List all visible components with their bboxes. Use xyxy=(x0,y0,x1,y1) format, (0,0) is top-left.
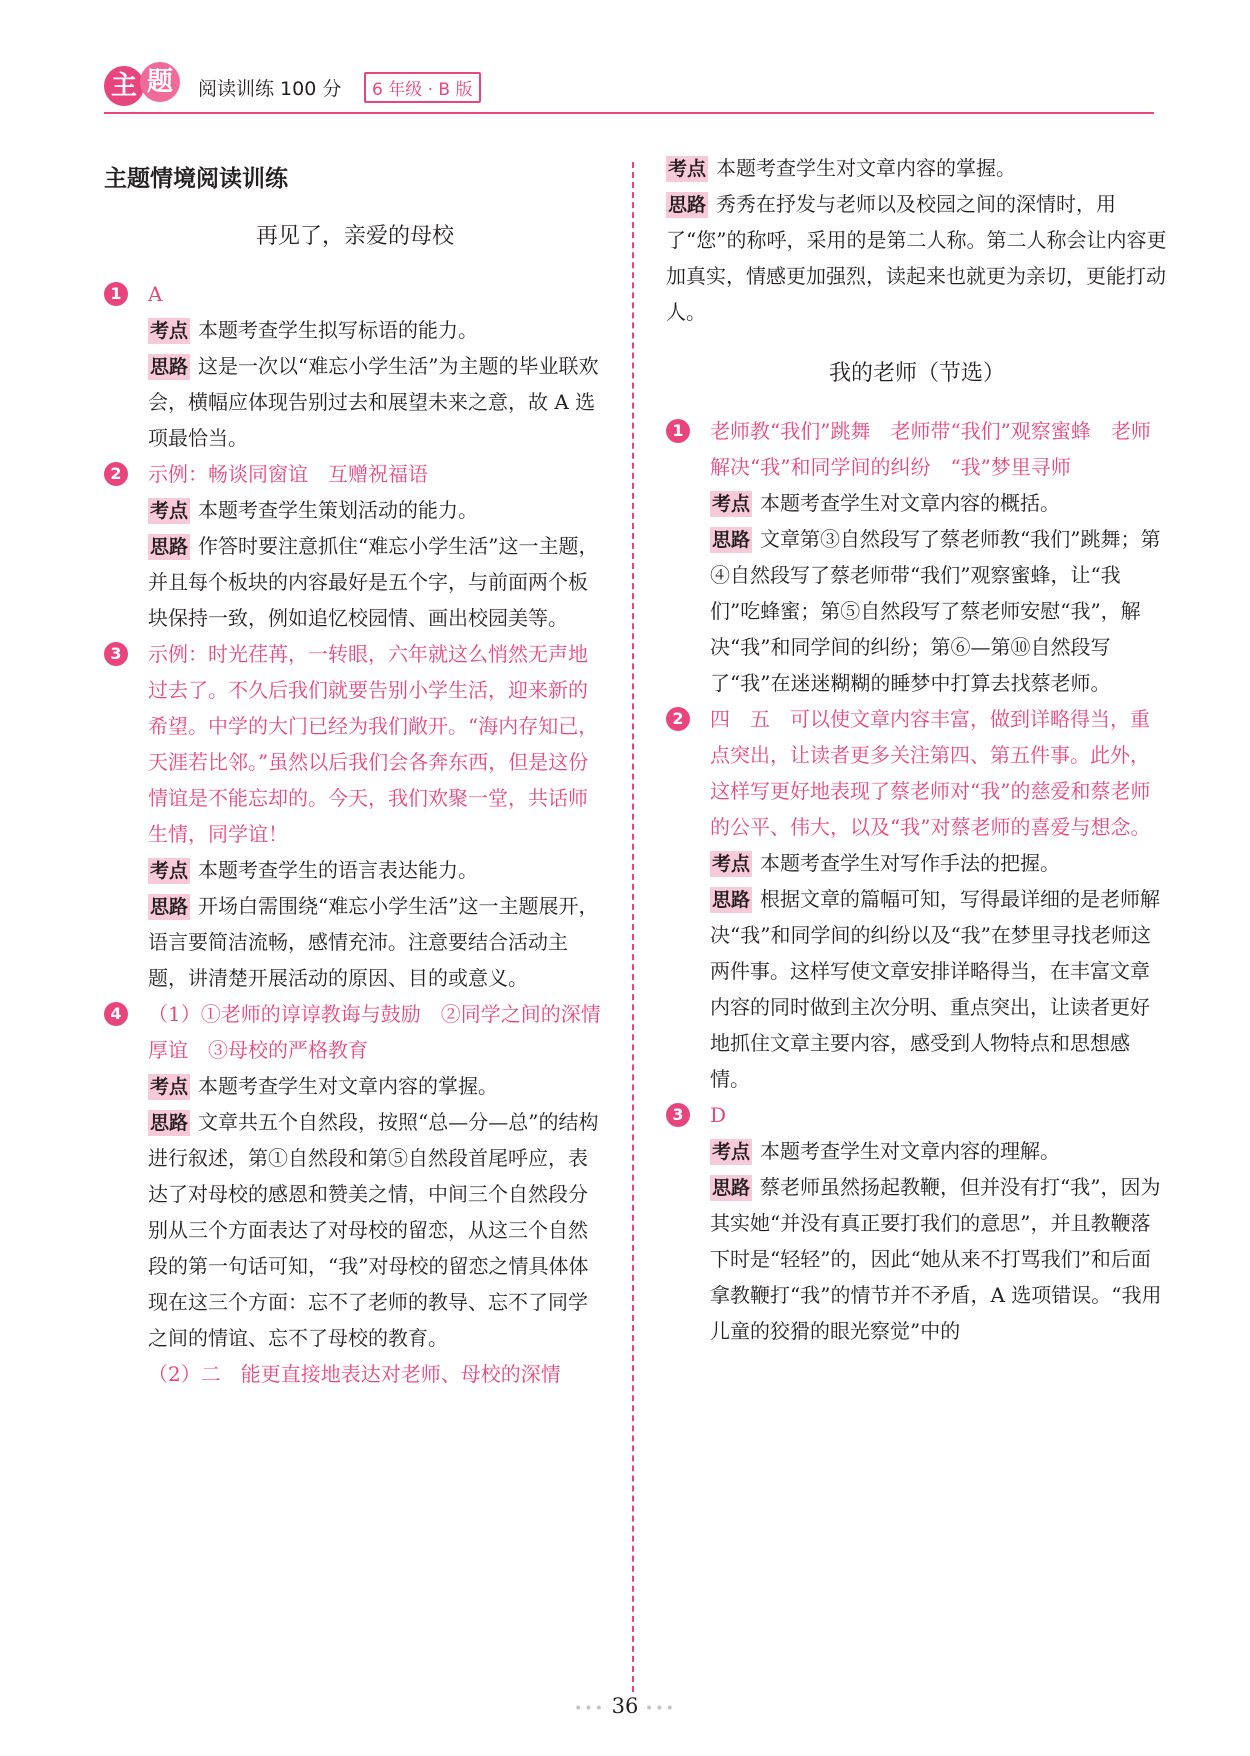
answer-text: 老师教“我们”跳舞 老师带“我们”观察蜜蜂 老师解决“我”和同学间的纠纷 “我”梦里寻师 xyxy=(710,419,1151,479)
answer-text-part1: （1）①老师的谆谆教诲与鼓励 ②同学之间的深情厚谊 ③母校的严格教育 xyxy=(148,1002,601,1062)
kaodian-label: 考点 xyxy=(712,1141,751,1163)
silu-line xyxy=(666,186,1168,330)
kaodian-text: 本题考查学生对文章内容的概括。 xyxy=(760,491,1061,515)
silu-text: 根据文章的篇幅可知，写得最详细的是老师解决“我”和同学间的纠纷以及“我”在梦里寻找老师这两件事。这样写使文章安排详略得当，在丰富文章内容的同时做到主次分明、重点突出，让读者更好地抓住文章主要内容，感受到人物特点和思想感情。 xyxy=(710,887,1161,1091)
answer-block-r2 xyxy=(666,701,1168,1097)
page-number: 36 xyxy=(611,1694,639,1718)
silu-text: 开场白需围绕“难忘小学生活”这一主题展开，语言要简洁流畅，感情充沛。注意要结合活动主题，讲清楚开展活动的原因、目的或意义。 xyxy=(148,894,599,990)
silu-text: 秀秀在抒发与老师以及校园之间的深情时，用了“您”的称呼，采用的是第二人称。第二人称会让内容更加真实，情感更加强烈，读起来也就更为亲切，更能打动人。 xyxy=(666,192,1167,324)
grade-badge: 6 年级 · B 版 xyxy=(364,72,481,103)
kaodian-text: 本题考查学生的语言表达能力。 xyxy=(198,858,479,882)
silu-label: 思路 xyxy=(712,889,751,911)
silu-text: 文章第③自然段写了蔡老师教“我们”跳舞；第④自然段写了蔡老师带“我们”观察蜜蜂，让“我们”吃蜂蜜；第⑤自然段写了蔡老师安慰“我”，解决“我”和同学间的纠纷；第⑥—第⑩自然段写了“我”在迷迷糊糊的睡梦中打算去找蔡老师。 xyxy=(710,527,1161,695)
continued-block xyxy=(666,150,1168,330)
silu-label: 思路 xyxy=(712,1177,751,1199)
silu-label: 思路 xyxy=(150,1112,189,1134)
answer-text: D xyxy=(710,1103,727,1127)
right-column xyxy=(666,150,1168,1349)
kaodian-line xyxy=(148,312,606,348)
kaodian-line xyxy=(148,852,606,888)
kaodian-line xyxy=(710,485,1168,521)
logo-char-1: 主 xyxy=(104,66,144,106)
answer-block-3 xyxy=(104,636,606,996)
page-footer xyxy=(0,1694,1250,1718)
answer-block-r1 xyxy=(666,413,1168,701)
question-number: 1 xyxy=(104,282,128,306)
column-divider xyxy=(632,162,634,1692)
silu-text: 这是一次以“难忘小学生活”为主题的毕业联欢会，横幅应体现告别过去和展望未来之意，故 A 选项最恰当。 xyxy=(148,354,599,450)
kaodian-text: 本题考查学生对文章内容的理解。 xyxy=(760,1139,1061,1163)
silu-label: 思路 xyxy=(150,896,189,918)
kaodian-line xyxy=(710,1133,1168,1169)
section-heading: 主题情境阅读训练 xyxy=(104,166,288,192)
silu-label: 思路 xyxy=(150,356,189,378)
kaodian-text: 本题考查学生拟写标语的能力。 xyxy=(198,318,479,342)
silu-line xyxy=(710,521,1168,701)
kaodian-text: 本题考查学生策划活动的能力。 xyxy=(198,498,479,522)
kaodian-line xyxy=(148,1068,606,1104)
answer-text: 四 五 可以使文章内容丰富，做到详略得当，重点突出，让读者更多关注第四、第五件事。此外，这样写更好地表现了蔡老师对“我”的慈爱和蔡老师的公平、伟大，以及“我”对蔡老师的喜爱与想念。 xyxy=(710,707,1151,839)
question-number: 3 xyxy=(666,1103,690,1127)
kaodian-line xyxy=(710,845,1168,881)
question-number: 2 xyxy=(104,462,128,486)
kaodian-label: 考点 xyxy=(150,320,189,342)
silu-text: 作答时要注意抓住“难忘小学生活”这一主题，并且每个板块的内容最好是五个字，与前面两个板块保持一致，例如追忆校园情、画出校园美等。 xyxy=(148,534,599,630)
kaodian-label: 考点 xyxy=(150,860,189,882)
answer-block-r3 xyxy=(666,1097,1168,1349)
book-title: 阅读训练 100 分 xyxy=(198,78,342,100)
kaodian-text: 本题考查学生对文章内容的掌握。 xyxy=(198,1074,499,1098)
answer-block-4 xyxy=(104,996,606,1392)
silu-label: 思路 xyxy=(150,536,189,558)
kaodian-label: 考点 xyxy=(712,493,751,515)
page-header xyxy=(104,62,1154,112)
kaodian-label: 考点 xyxy=(712,853,751,875)
silu-label: 思路 xyxy=(668,194,707,216)
silu-line xyxy=(148,1104,606,1356)
left-column xyxy=(104,150,606,1392)
kaodian-label: 考点 xyxy=(668,158,707,180)
silu-text: 文章共五个自然段，按照“总—分—总”的结构进行叙述，第①自然段和第⑤自然段首尾呼应，表达了对母校的感恩和赞美之情，中间三个自然段分别从三个方面表达了对母校的留恋，从这三个自然段的第一句话可知，“我”对母校的留恋之情具体体现在这三个方面：忘不了老师的教导、忘不了同学之间的情谊、忘不了母校的教育。 xyxy=(148,1110,599,1350)
question-number: 1 xyxy=(666,419,690,443)
silu-line xyxy=(148,528,606,636)
answer-text-part2: （2）二 能更直接地表达对老师、母校的深情 xyxy=(148,1362,561,1386)
article-title-1: 再见了，亲爱的母校 xyxy=(255,224,454,249)
series-logo xyxy=(104,62,188,106)
article-title-2: 我的老师（节选） xyxy=(828,361,1005,386)
kaodian-line xyxy=(148,492,606,528)
answer-block-2 xyxy=(104,456,606,636)
question-number: 4 xyxy=(104,1002,128,1026)
kaodian-line xyxy=(666,150,1168,186)
answer-text: 示例：时光荏苒，一转眼，六年就这么悄然无声地过去了。不久后我们就要告别小学生活，迎来新的希望。中学的大门已经为我们敞开。“海内存知己，天涯若比邻。”虽然以后我们会各奔东西，但是这份情谊是不能忘却的。今天，我们欢聚一堂，共话师生情，同学谊！ xyxy=(148,642,599,846)
footer-dots-right: ••• xyxy=(645,1701,676,1717)
silu-line xyxy=(148,888,606,996)
answer-text: A xyxy=(148,282,163,306)
logo-char-2: 题 xyxy=(140,62,180,102)
header-rule xyxy=(104,112,1154,114)
silu-line xyxy=(710,881,1168,1097)
silu-label: 思路 xyxy=(712,529,751,551)
silu-text: 蔡老师虽然扬起教鞭，但并没有打“我”，因为其实她“并没有真正要打我们的意思”，并且教鞭落下时是“轻轻”的，因此“她从来不打骂我们”和后面拿教鞭打“我”的情节并不矛盾，A 选项错误。“我用儿童的狡猾的眼光察觉”中的 xyxy=(710,1175,1162,1343)
answer-block-1 xyxy=(104,276,606,456)
kaodian-label: 考点 xyxy=(150,500,189,522)
footer-dots-left: ••• xyxy=(574,1701,605,1717)
question-number: 3 xyxy=(104,642,128,666)
kaodian-label: 考点 xyxy=(150,1076,189,1098)
silu-line xyxy=(148,348,606,456)
kaodian-text: 本题考查学生对写作手法的把握。 xyxy=(760,851,1061,875)
silu-line xyxy=(710,1169,1168,1349)
kaodian-text: 本题考查学生对文章内容的掌握。 xyxy=(716,156,1017,180)
answer-text: 示例：畅谈同窗谊 互赠祝福语 xyxy=(148,462,428,486)
question-number: 2 xyxy=(666,707,690,731)
